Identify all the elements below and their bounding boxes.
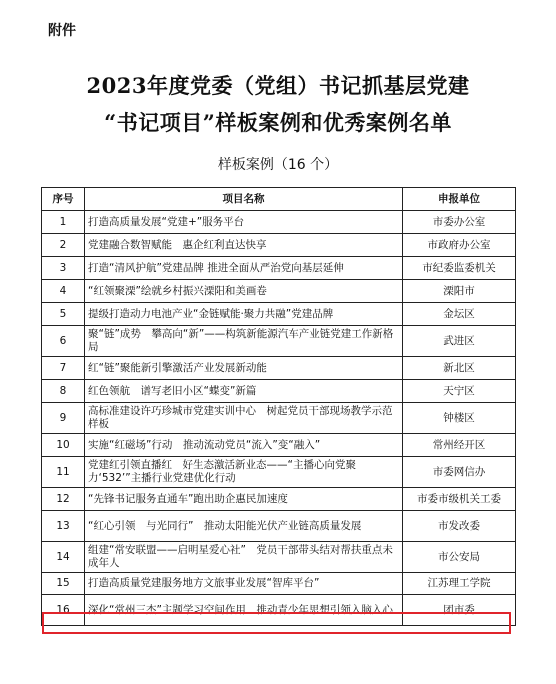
project-name: “先锋书记服务直通车”跑出助企惠民加速度 (85, 488, 403, 511)
row-number: 16 (42, 595, 85, 626)
project-name: 打造高质量党建服务地方文旅事业发展“智库平台” (85, 573, 403, 595)
project-name: 深化“常州三杰”主题学习空间作用 推动青少年思想引领入脑入心 (85, 595, 403, 626)
row-number: 12 (42, 488, 85, 511)
applicant-unit: 市公安局 (403, 542, 516, 573)
row-number: 2 (42, 234, 85, 257)
applicant-unit: 天宁区 (403, 380, 516, 403)
table-row (42, 211, 516, 234)
row-number: 15 (42, 573, 85, 595)
table-row (42, 303, 516, 326)
table-row (42, 257, 516, 280)
applicant-unit: 新北区 (403, 357, 516, 380)
project-name: 实施“红磁场”行动 推动流动党员“流入”变“融入” (85, 434, 403, 457)
row-number: 13 (42, 511, 85, 542)
applicant-unit: 武进区 (403, 326, 516, 357)
table-row (42, 234, 516, 257)
attachment-label: 附件 (48, 23, 76, 39)
project-name: 聚“链”成势 攀高向“新”——构筑新能源汽车产业链党建工作新格局 (85, 326, 403, 357)
row-number: 14 (42, 542, 85, 573)
applicant-unit: 市委市级机关工委 (403, 488, 516, 511)
project-name: 红色领航 谱写老旧小区“蝶变”新篇 (85, 380, 403, 403)
row-number: 10 (42, 434, 85, 457)
row-number: 3 (42, 257, 85, 280)
applicant-unit: 常州经开区 (403, 434, 516, 457)
project-name: 党建红引领直播红 好生态激活新业态——“主播心向党聚力‘532’”主播行业党建优化行动 (85, 457, 403, 488)
row-number: 11 (42, 457, 85, 488)
row-number: 7 (42, 357, 85, 380)
row-number: 1 (42, 211, 85, 234)
header-unit: 申报单位 (403, 188, 516, 211)
table-row (42, 380, 516, 403)
table-row (42, 326, 516, 357)
applicant-unit: 金坛区 (403, 303, 516, 326)
applicant-unit: 团市委 (403, 595, 516, 626)
table-row-highlighted (42, 573, 516, 595)
cases-table (41, 187, 516, 626)
row-number: 9 (42, 403, 85, 434)
document-title-line2: “书记项目”样板案例和优秀案例名单 (104, 110, 452, 135)
row-number: 8 (42, 380, 85, 403)
table-row (42, 403, 516, 434)
project-name: 提级打造动力电池产业“金链赋能·聚力共融”党建品牌 (85, 303, 403, 326)
document-title-line1: 2023年度党委（党组）书记抓基层党建 (86, 73, 470, 98)
applicant-unit: 江苏理工学院 (403, 573, 516, 595)
project-name: 打造高质量发展“党建+”服务平台 (85, 211, 403, 234)
applicant-unit: 市发改委 (403, 511, 516, 542)
applicant-unit: 市纪委监委机关 (403, 257, 516, 280)
table-header-row (42, 188, 516, 211)
project-name: 高标准建设许巧珍城市党建实训中心 树起党员干部现场教学示范样板 (85, 403, 403, 434)
table-row (42, 434, 516, 457)
header-project: 项目名称 (85, 188, 403, 211)
project-name: 党建融合数智赋能 惠企红利直达快享 (85, 234, 403, 257)
table-row (42, 280, 516, 303)
project-name: “红心引领 与光同行” 推动太阳能光伏产业链高质量发展 (85, 511, 403, 542)
row-number: 5 (42, 303, 85, 326)
header-num: 序号 (42, 188, 85, 211)
table-row (42, 595, 516, 626)
table-row (42, 542, 516, 573)
table-row (42, 357, 516, 380)
applicant-unit: 溧阳市 (403, 280, 516, 303)
table-row (42, 511, 516, 542)
applicant-unit: 钟楼区 (403, 403, 516, 434)
applicant-unit: 市委办公室 (403, 211, 516, 234)
project-name: 打造“清风护航”党建品牌 推进全面从严治党向基层延伸 (85, 257, 403, 280)
table-row (42, 488, 516, 511)
project-name: 组建“常安联盟——启明星爱心社” 党员干部带头结对帮扶重点未成年人 (85, 542, 403, 573)
table-row (42, 457, 516, 488)
section-subtitle: 样板案例（16 个） (217, 157, 339, 173)
project-name: 红“链”聚能新引擎激活产业发展新动能 (85, 357, 403, 380)
row-number: 6 (42, 326, 85, 357)
project-name: “红领聚溧”绘就乡村振兴溧阳和美画卷 (85, 280, 403, 303)
applicant-unit: 市委网信办 (403, 457, 516, 488)
applicant-unit: 市政府办公室 (403, 234, 516, 257)
row-number: 4 (42, 280, 85, 303)
